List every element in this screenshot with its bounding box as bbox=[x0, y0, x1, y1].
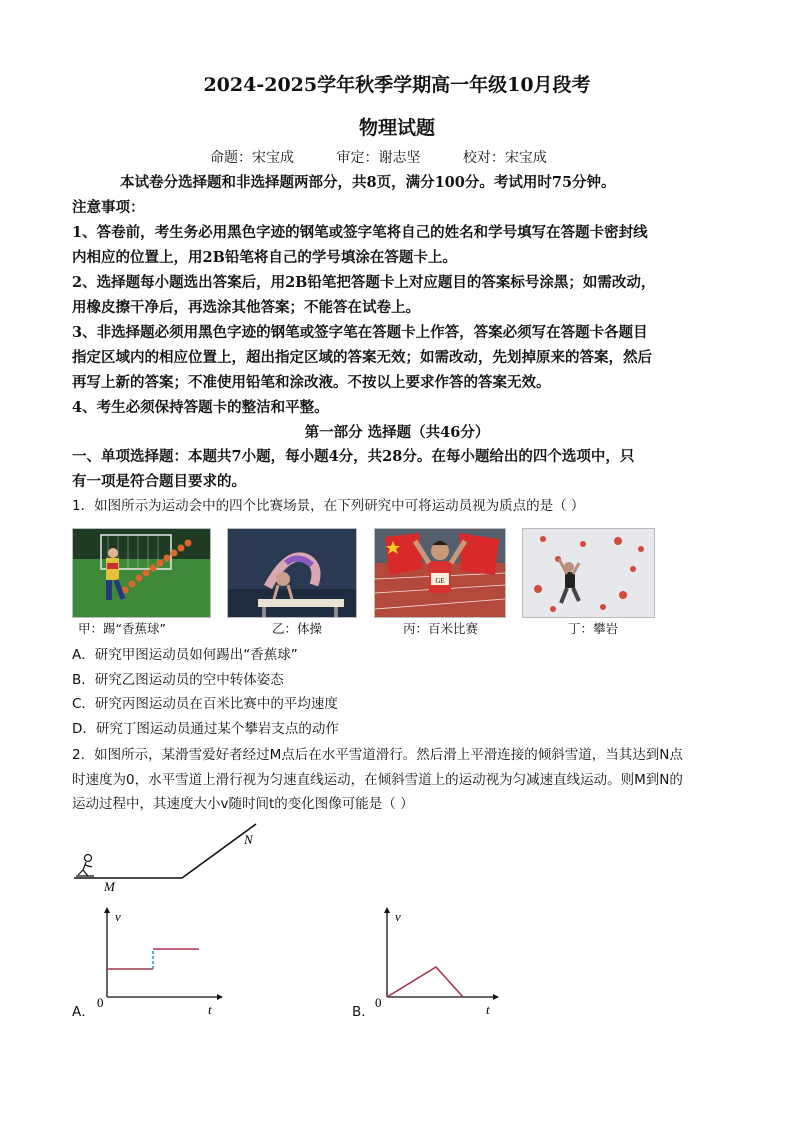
axis-v-label: v bbox=[395, 909, 401, 924]
label-m: M bbox=[104, 879, 115, 894]
note-line: 指定区域内的相应位置上，超出指定区域的答案无效；如需改动，先划掉原来的答案，然后 bbox=[72, 349, 652, 366]
note-line: 用橡皮擦干净后，再选涂其他答案；不能答在试卷上。 bbox=[72, 299, 420, 316]
race-bib: GE bbox=[435, 577, 445, 585]
photo-climbing bbox=[522, 528, 655, 618]
exam-summary: 本试卷分选择题和非选择题两部分，共8页，满分100分。考试用时75分钟。 bbox=[120, 174, 616, 191]
axis-v-label: v bbox=[115, 909, 121, 924]
origin-label: 0 bbox=[97, 995, 104, 1010]
axis-t-label: t bbox=[486, 1002, 490, 1017]
note-line: 再写上新的答案；不准使用铅笔和涂改液。不按以上要求作答的答案无效。 bbox=[72, 374, 551, 391]
notes-heading: 注意事项： bbox=[72, 199, 145, 216]
part1-heading: 第一部分 选择题（共46分） bbox=[304, 424, 490, 441]
q1-stem: 1．如图所示为运动会中的四个比赛场景，在下列研究中可将运动员视为质点的是（ ） bbox=[72, 498, 585, 514]
option-b-label: B． bbox=[352, 1004, 375, 1020]
graph-option-b bbox=[375, 905, 515, 1020]
staff-line bbox=[210, 147, 585, 167]
caption-yi: 乙：体操 bbox=[272, 621, 323, 636]
caption-jia: 甲：踢“香蕉球” bbox=[78, 621, 166, 636]
origin-label: 0 bbox=[375, 995, 382, 1010]
q1-option-a: A．研究甲图运动员如何踢出“香蕉球” bbox=[72, 647, 298, 663]
note-line: 内相应的位置上，用2B铅笔将自己的学号填涂在答题卡上。 bbox=[72, 249, 457, 266]
author: 命题：宋宝成 bbox=[210, 150, 294, 166]
caption-bing: 丙：百米比赛 bbox=[403, 621, 479, 636]
q1-option-d: D．研究丁图运动员通过某个攀岩支点的动作 bbox=[72, 720, 339, 737]
section-line: 一、单项选择题：本题共7小题，每小题4分，共28分。在每小题给出的四个选项中，只 bbox=[72, 448, 635, 465]
q2-stem bbox=[72, 743, 734, 817]
q1-option-c: C．研究丙图运动员在百米比赛中的平均速度 bbox=[72, 696, 338, 712]
note-line: 1、答卷前，考生务必用黑色字迹的钢笔或签字笔将自己的姓名和学号填写在答题卡密封线 bbox=[72, 224, 648, 241]
axis-t-label: t bbox=[208, 1002, 212, 1017]
graph-option-a bbox=[95, 905, 235, 1020]
note-line: 2、选择题每小题选出答案后，用2B铅笔把答题卡上对应题目的答案标号涂黑；如需改动， bbox=[72, 274, 656, 291]
photo-soccer bbox=[72, 528, 211, 618]
option-a-label: A． bbox=[72, 1004, 95, 1020]
exam-title: 2024-2025学年秋季学期高一年级10月段考 bbox=[203, 74, 591, 96]
slope-diagram bbox=[72, 820, 272, 900]
note-line: 4、考生必须保持答题卡的整洁和平整。 bbox=[72, 399, 329, 416]
proofreader: 校对：宋宝成 bbox=[462, 150, 547, 166]
photo-gymnastics bbox=[227, 528, 357, 618]
q1-options bbox=[72, 643, 339, 741]
reviewer: 审定：谢志坚 bbox=[336, 150, 421, 166]
q1-option-b: B．研究乙图运动员的空中转体姿态 bbox=[72, 671, 284, 688]
photo-sprint bbox=[374, 528, 506, 618]
section1-instructions bbox=[72, 444, 732, 494]
caption-ding: 丁：攀岩 bbox=[568, 621, 619, 636]
q2-line: 时速度为0，水平雪道上滑行视为匀速直线运动，在倾斜雪道上的运动视为匀减速直线运动。则M到N的 bbox=[72, 771, 683, 788]
q2-line: 运动过程中，其速度大小v随时间t的变化图像可能是（ ） bbox=[72, 796, 414, 812]
q2-line: 2．如图所示，某滑雪爱好者经过M点后在水平雪道滑行。然后滑上平滑连接的倾斜雪道，当其达到N点 bbox=[72, 747, 683, 763]
skier-icon bbox=[76, 855, 94, 877]
section-line: 有一项是符合题目要求的。 bbox=[72, 473, 246, 490]
label-n: N bbox=[244, 832, 253, 847]
note-line: 3、非选择题必须用黑色字迹的钢笔或签字笔在答题卡上作答，答案必须写在答题卡各题目 bbox=[72, 324, 648, 341]
subject-title: 物理试题 bbox=[358, 117, 435, 139]
notes-block bbox=[72, 195, 732, 420]
